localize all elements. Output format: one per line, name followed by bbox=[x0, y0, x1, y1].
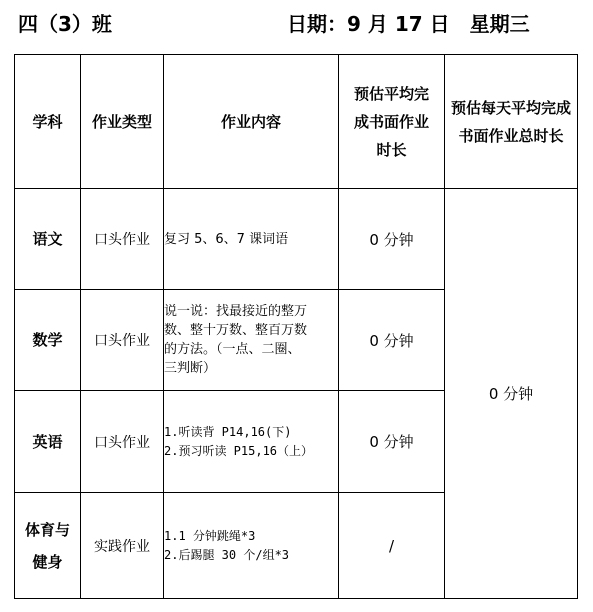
header-total-line: 书面作业总时长 bbox=[458, 126, 564, 145]
content-cell bbox=[164, 493, 339, 599]
time-cell: 0 分钟 bbox=[339, 290, 445, 391]
content-cell bbox=[164, 391, 339, 493]
total-time-cell: 0 分钟 bbox=[445, 189, 578, 599]
time-cell: 0 分钟 bbox=[339, 189, 445, 290]
subject-cell bbox=[15, 290, 81, 391]
header-estimate-line: 时长 bbox=[376, 140, 407, 159]
subject-cell bbox=[15, 493, 81, 599]
subject-line: 语文 bbox=[32, 230, 63, 248]
header-total bbox=[445, 55, 578, 189]
type-cell: 口头作业 bbox=[81, 290, 164, 391]
subject-cell bbox=[15, 391, 81, 493]
content-line: 1.听读背 P14,16(下) bbox=[164, 424, 292, 439]
content-line: 的方法。（一点、二圈、 bbox=[164, 342, 301, 357]
content-line: 复习 5、6、7 课词语 bbox=[164, 231, 289, 247]
header-total-line: 预估每天平均完成 bbox=[450, 98, 571, 117]
content-line: 2.后踢腿 30 个/组*3 bbox=[164, 547, 290, 562]
header-type: 作业类型 bbox=[81, 55, 164, 189]
subject-line: 健身 bbox=[32, 552, 63, 571]
subject-line: 体育与 bbox=[24, 520, 70, 539]
content-cell bbox=[164, 189, 339, 290]
header-estimate bbox=[339, 55, 445, 189]
content-line: 2.预习听读 P15,16（上） bbox=[164, 443, 314, 458]
class-title: 四（3）班 bbox=[18, 12, 112, 36]
header-estimate-line: 预估平均完 bbox=[353, 84, 429, 103]
header-estimate-line: 成书面作业 bbox=[353, 112, 429, 131]
subject-cell bbox=[15, 189, 81, 290]
time-cell: 0 分钟 bbox=[339, 391, 445, 493]
title-row bbox=[0, 0, 593, 48]
table-header-row bbox=[15, 55, 578, 189]
header-subject: 学科 bbox=[15, 55, 81, 189]
table-row bbox=[15, 189, 578, 290]
subject-line: 英语 bbox=[32, 432, 63, 451]
content-cell bbox=[164, 290, 339, 391]
type-cell: 口头作业 bbox=[81, 189, 164, 290]
type-cell: 口头作业 bbox=[81, 391, 164, 493]
content-line: 说一说：找最接近的整万 bbox=[164, 304, 308, 319]
content-line: 三判断） bbox=[164, 361, 217, 376]
date-title: 日期：9 月 17 日 星期三 bbox=[287, 12, 530, 36]
header-content: 作业内容 bbox=[164, 55, 339, 189]
time-cell: / bbox=[339, 493, 445, 599]
type-cell: 实践作业 bbox=[81, 493, 164, 599]
homework-table bbox=[14, 54, 578, 599]
subject-line: 数学 bbox=[32, 331, 63, 349]
content-line: 1.1 分钟跳绳*3 bbox=[164, 528, 256, 543]
content-line: 数、整十万数、整百万数 bbox=[164, 323, 308, 338]
